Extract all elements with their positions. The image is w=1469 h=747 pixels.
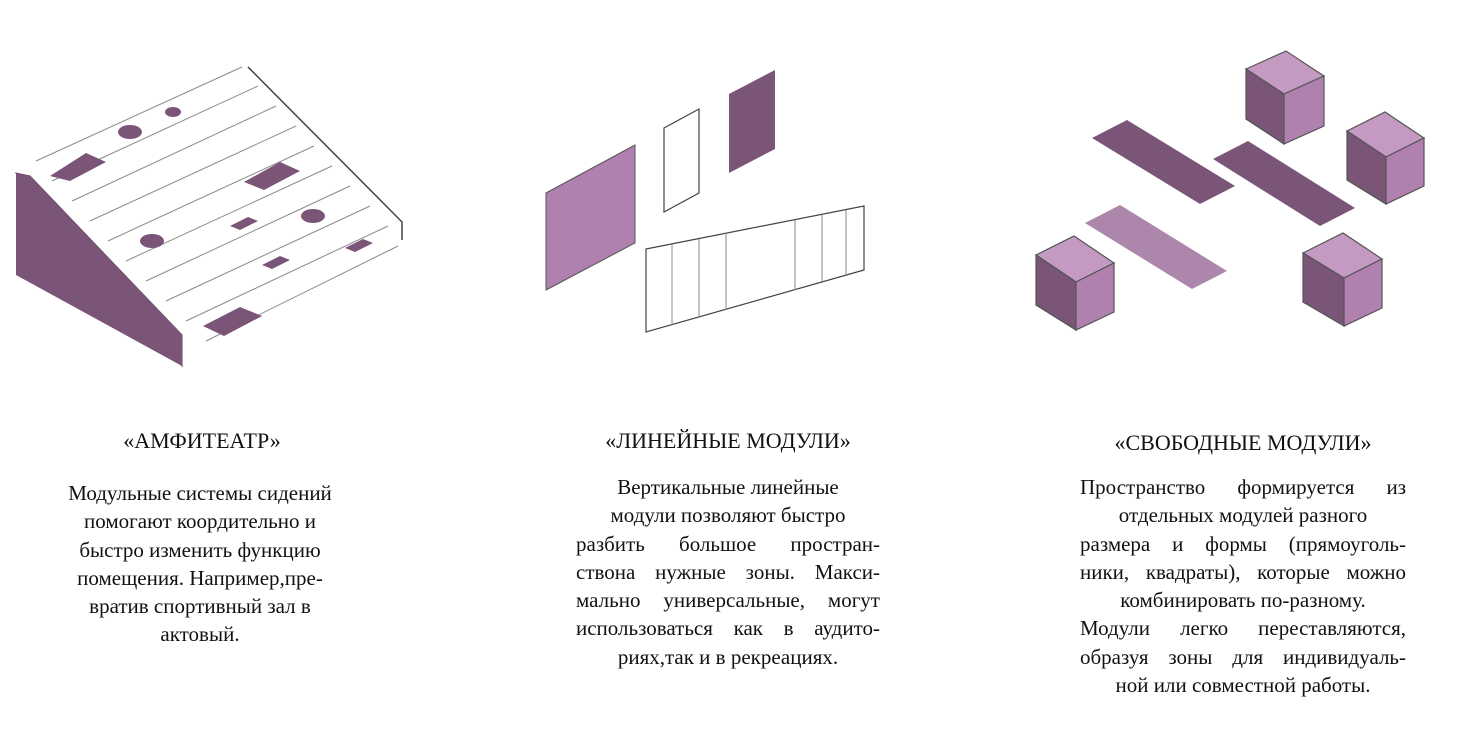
- description-line: помещения. Например,пре-: [77, 565, 323, 590]
- description-line: риях,так и в рекреациях.: [617, 644, 839, 669]
- description-line: ной или совместной работы.: [1115, 673, 1371, 698]
- linear-modules-description: [576, 473, 880, 671]
- description-line: ники, квадраты), которые можно: [1080, 559, 1406, 584]
- amphitheatre-edge: [248, 67, 402, 240]
- free-cube-4: [1303, 233, 1382, 326]
- free-cube-3: [1036, 236, 1114, 330]
- description-line: актовый.: [160, 622, 240, 647]
- description-line: модули позволяют быстро: [610, 503, 846, 528]
- description-line: разбить большое простран-: [576, 531, 880, 556]
- description-line: использоваться как в аудито-: [576, 616, 880, 641]
- description-line: размера и формы (прямоуголь-: [1080, 531, 1406, 556]
- free-modules-illustration: [1036, 51, 1424, 330]
- description-line: Вертикальные линейные: [617, 475, 839, 499]
- description-line: быстро изменить функцию: [79, 537, 321, 562]
- linear-panel-outline: [664, 109, 699, 212]
- free-slab-1: [1092, 120, 1235, 204]
- linear-partition: [646, 206, 864, 332]
- description-line: Модульные системы сидений: [68, 481, 332, 505]
- linear-modules-illustration: [546, 70, 864, 332]
- free-cube-1: [1246, 51, 1324, 144]
- description-line: комбинировать по-разному.: [1120, 588, 1366, 613]
- linear-panel-large: [546, 145, 635, 290]
- amphitheatre-illustration: [16, 67, 402, 366]
- description-line: мально универсальные, могут: [576, 588, 880, 613]
- free-modules-description: [1080, 473, 1406, 699]
- free-cube-2: [1347, 112, 1424, 204]
- amphitheatre-title: «АМФИТЕАТР»: [123, 428, 281, 453]
- amphitheatre-description: [40, 479, 360, 649]
- description-line: отдельных модулей разного: [1118, 503, 1368, 528]
- description-line: помогают коордительно и: [84, 509, 316, 534]
- description-line: ствона нужные зоны. Макси-: [576, 559, 880, 584]
- description-line: образуя зоны для индивидуаль-: [1080, 644, 1406, 669]
- linear-modules-title: «ЛИНЕЙНЫЕ МОДУЛИ»: [605, 428, 851, 453]
- description-line: Пространство формируется из: [1080, 475, 1406, 499]
- free-modules-title: «СВОБОДНЫЕ МОДУЛИ»: [1114, 430, 1372, 455]
- free-slab-2: [1213, 141, 1355, 226]
- description-line: Модули легко переставляются,: [1080, 616, 1406, 641]
- linear-panel-dark: [729, 70, 775, 173]
- description-line: вратив спортивный зал в: [89, 594, 311, 619]
